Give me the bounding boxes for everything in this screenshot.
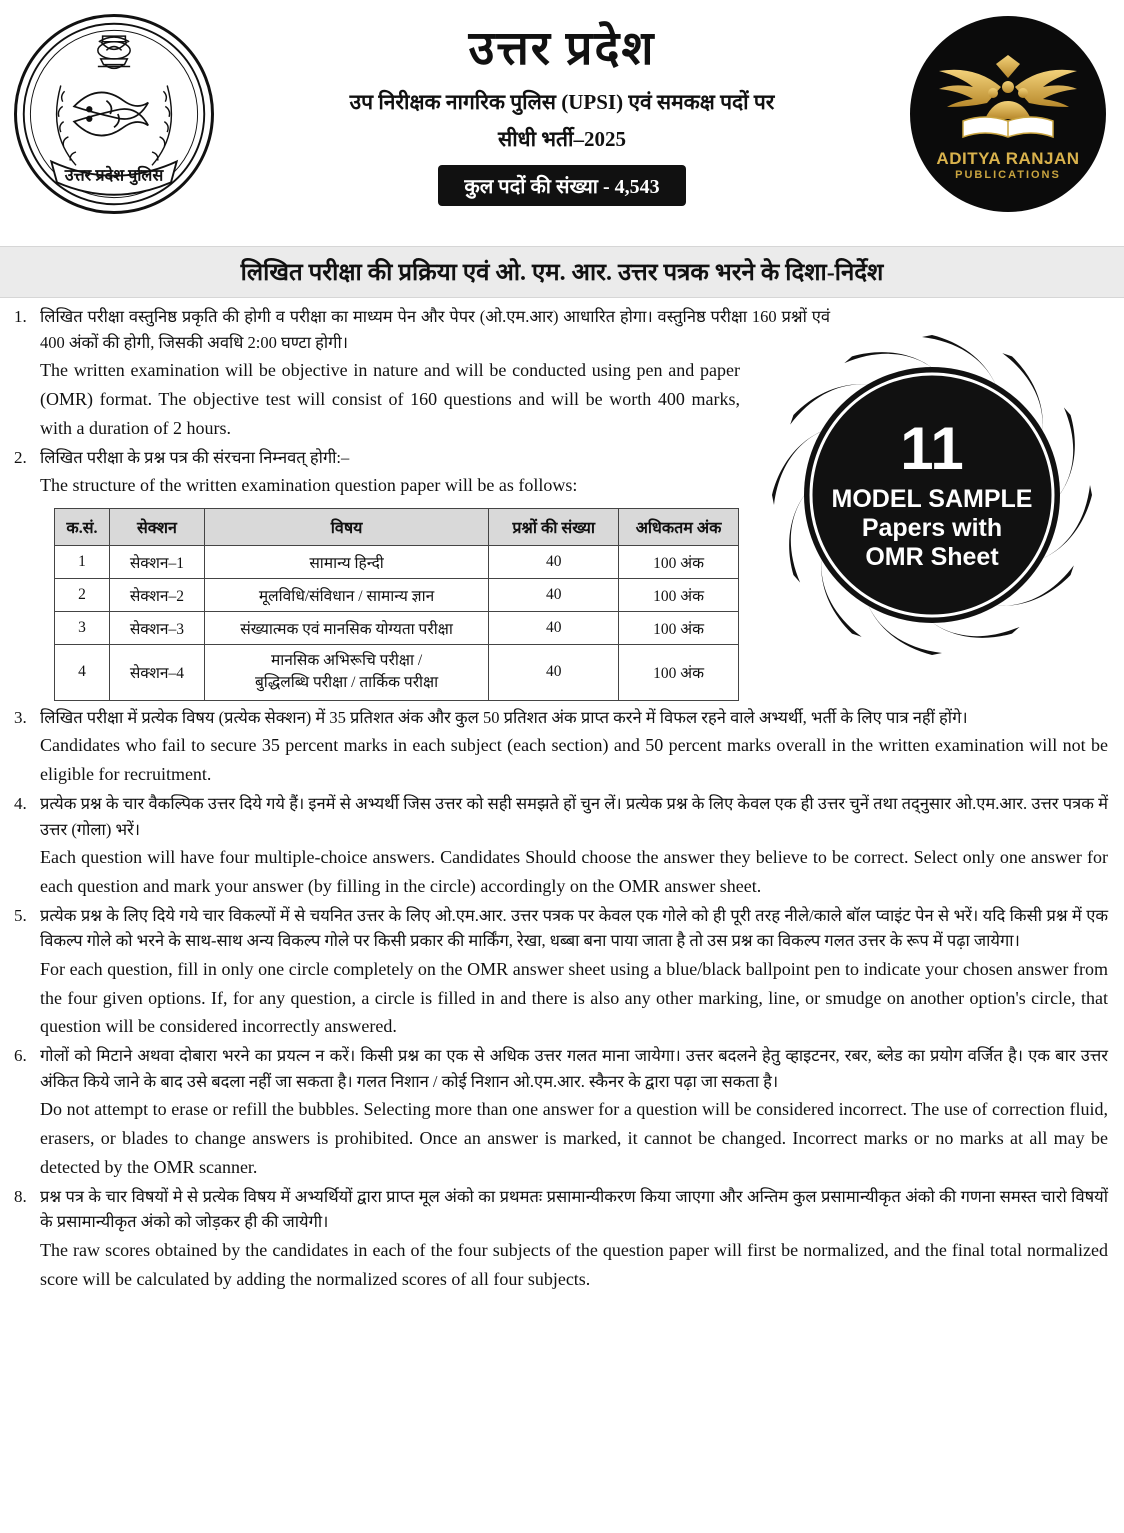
exam-structure-table xyxy=(54,508,739,701)
svg-text:उत्तर प्रदेश पुलिस: उत्तर प्रदेश पुलिस xyxy=(64,167,164,185)
list-item xyxy=(14,705,1108,789)
cell-marks: 100 अंक xyxy=(619,644,739,700)
section-band-title: लिखित परीक्षा की प्रक्रिया एवं ओ. एम. आर. उत्तर पत्रक भरने के दिशा-निर्देश xyxy=(0,246,1124,298)
item-text-hi: लिखित परीक्षा के प्रश्न पत्र की संरचना निम्नवत् होगी:– xyxy=(40,447,350,467)
cell-subject: संख्यात्मक एवं मानसिक योग्यता परीक्षा xyxy=(204,611,488,644)
cell-subject: मूलविधि/संविधान / सामान्य ज्ञान xyxy=(204,578,488,611)
item-text-hi: गोलों को मिटाने अथवा दोबारा भरने का प्रयत्न न करें। किसी प्रश्न का एक से अधिक उत्तर गलत माना जायेगा। उत्तर बदलने हेतु व्हाइटनर, रबर, ब्लेड का प्रयोग वर्जित है। एक बार उत्तर अंकित किये जाने के बाद उसे बदला नहीं जा सकता है। गलत निशान / कोई निशान ओ.एम.आर. स्कैनर के द्वारा पढ़ा जा सकता है। xyxy=(40,1046,1108,1091)
item-text-en: For each question, fill in only one circle completely on the OMR answer sheet using a blue/black ballpoint pen to indicate your chosen answer from the four given options. If, for any question, a circle is filled in and there is also any other marking, line, or smudge on another option's circle, that question will be considered incorrectly answered. xyxy=(40,958,1108,1037)
item-number: 6. xyxy=(14,1046,27,1066)
cell-questions: 40 xyxy=(489,578,619,611)
cell-subject-line-2: बुद्धिलब्धि परीक्षा / तार्किक परीक्षा xyxy=(254,674,439,692)
item-number: 8. xyxy=(14,1186,27,1206)
item-text-en: The raw scores obtained by the candidates in each of the four subjects of the question paper will first be normalized, and the final total normalized score will be calculated by adding the normalized scores of all four subjects. xyxy=(40,1239,1108,1289)
item-text-hi: प्रश्न पत्र के चार विषयों मे से प्रत्येक विषय में अभ्यर्थियों द्वारा प्राप्त मूल अंको का प्रथमतः प्रसामान्यीकरण किया जाएगा और अन्तिम कुल प्रसामान्यीकृत अंको की गणना समस्त चारो विषयों के प्रसामान्यीकृत अंको को जोड़कर ही की जायेगी। xyxy=(40,1186,1108,1232)
list-item xyxy=(14,791,1108,901)
publisher-subtitle: PUBLICATIONS xyxy=(955,169,1061,181)
table-row xyxy=(55,611,739,644)
cell-marks: 100 अंक xyxy=(619,545,739,578)
item-number: 3. xyxy=(14,707,27,727)
table-header-row xyxy=(55,508,739,545)
cell-subject xyxy=(204,644,488,700)
list-item xyxy=(14,903,1108,1042)
item-text-hi: लिखित परीक्षा वस्तुनिष्ठ प्रकृति की होगी व परीक्षा का माध्यम पेन और पेपर (ओ.एम.आर) आधारित होगा। वस्तुनिष्ठ परीक्षा 160 प्रश्नों एवं 400 अंकों की होगी, जिसकी अवधि 2:00 घण्टा होगी। xyxy=(40,307,830,352)
item-text-en: The structure of the written examination question paper will be as follows: xyxy=(40,475,578,496)
total-posts-badge: कुल पदों की संख्या - 4,543 xyxy=(438,165,685,206)
item-text-hi: प्रत्येक प्रश्न के लिए दिये गये चार विकल्पों में से चयनित उत्तर के लिए ओ.एम.आर. उत्तर पत्रक पर केवल एक गोले को ही पूरी तरह नीले/काले बॉल प्वाइंट पेन से भरें। यदि किसी प्रश्न में एक विकल्प गोले को भरने के साथ-साथ अन्य विकल्प गोले पर किसी प्रकार की मार्किंग, रेखा, धब्बा बना पाया जाता है तो उस प्रश्न का विकल्प गलत उत्तर के रूप में पढ़ा जायेगा। xyxy=(40,905,1108,951)
badge-line-1: MODEL SAMPLE xyxy=(831,484,1033,513)
cell-subject: सामान्य हिन्दी xyxy=(204,545,488,578)
item-text-hi: लिखित परीक्षा में प्रत्येक विषय (प्रत्येक सेक्शन) में 35 प्रतिशत अंक और कुल 50 प्रतिशत अंक प्राप्त करने में विफल रहने वाले अभ्यर्थी, भर्ती के लिए पात्र नहीं होंगे। xyxy=(40,707,968,727)
cell-questions: 40 xyxy=(489,611,619,644)
table-row xyxy=(55,578,739,611)
cell-questions: 40 xyxy=(489,545,619,578)
list-item xyxy=(14,1184,1108,1294)
document-header xyxy=(0,0,1124,246)
list-item xyxy=(14,1043,1108,1182)
badge-line-2: Papers with xyxy=(861,513,1003,542)
cell-section: सेक्शन–3 xyxy=(109,611,204,644)
model-papers-badge xyxy=(752,330,1112,660)
page-subtitle-2: सीधी भर्ती–2025 xyxy=(498,127,626,152)
badge-number: 11 xyxy=(900,414,964,482)
item-number: 1. xyxy=(14,307,27,326)
item-number: 5. xyxy=(14,905,27,925)
wings-book-icon xyxy=(923,47,1093,147)
publisher-name: ADITYA RANJAN xyxy=(936,149,1080,168)
cell-sno: 2 xyxy=(55,578,110,611)
cell-marks: 100 अंक xyxy=(619,611,739,644)
th-sno: क.सं. xyxy=(55,508,110,545)
cell-sno: 1 xyxy=(55,545,110,578)
cell-sno: 3 xyxy=(55,611,110,644)
th-section: सेक्शन xyxy=(109,508,204,545)
item-text-hi: प्रत्येक प्रश्न के चार वैकल्पिक उत्तर दिये गये हैं। इनमें से अभ्यर्थी जिस उत्तर को सही समझते हों चुन लें। प्रत्येक प्रश्न के लिए केवल एक ही उत्तर चुनें तथा तद्नुसार ओ.एम.आर. उत्तर पत्रक में उत्तर (गोला) भरें। xyxy=(40,793,1108,839)
item-text-en: Candidates who fail to secure 35 percent marks in each subject (each section) and 50 percent marks overall in the written examination will not be eligible for recruitment. xyxy=(40,735,1108,785)
badge-line-3: OMR Sheet xyxy=(865,542,999,571)
cell-questions: 40 xyxy=(489,644,619,700)
cell-section: सेक्शन–1 xyxy=(109,545,204,578)
publisher-logo xyxy=(910,16,1106,212)
item-number: 4. xyxy=(14,793,27,813)
item-number: 2. xyxy=(14,447,27,467)
th-subject: विषय xyxy=(204,508,488,545)
cell-marks: 100 अंक xyxy=(619,578,739,611)
table-row xyxy=(55,644,739,700)
up-police-emblem-icon xyxy=(14,14,214,214)
th-questions: प्रश्नों की संख्या xyxy=(489,508,619,545)
cell-section: सेक्शन–2 xyxy=(109,578,204,611)
cell-section: सेक्शन–4 xyxy=(109,644,204,700)
title-block xyxy=(230,22,894,206)
th-marks: अधिकतम अंक xyxy=(619,508,739,545)
page-subtitle-1: उप निरीक्षक नागरिक पुलिस (UPSI) एवं समकक्ष पदों पर xyxy=(349,90,775,115)
page-title: उत्तर प्रदेश xyxy=(468,23,656,75)
item-text-en: Do not attempt to erase or refill the bubbles. Selecting more than one answer for a question will be considered incorrect. The use of correction fluid, erasers, or blades to change answers is prohibited. Once an answer is marked, it cannot be changed. Incorrect marks or no marks at all may be detected by the OMR scanner. xyxy=(40,1099,1108,1177)
cell-subject-line-1: मानसिक अभिरूचि परीक्षा / xyxy=(271,651,423,669)
table-row xyxy=(55,545,739,578)
item-text-en: The written examination will be objective in nature and will be conducted using pen and paper (OMR) format. The objective test will consist of 160 questions and will be worth 400 marks, with a duration of 2 hours. xyxy=(40,360,740,438)
item-text-en: Each question will have four multiple-choice answers. Candidates Should choose the answer they believe to be correct. Select only one answer for each question and mark your answer (by filling in the circle) accordingly on the OMR answer sheet. xyxy=(40,847,1108,896)
cell-sno: 4 xyxy=(55,644,110,700)
